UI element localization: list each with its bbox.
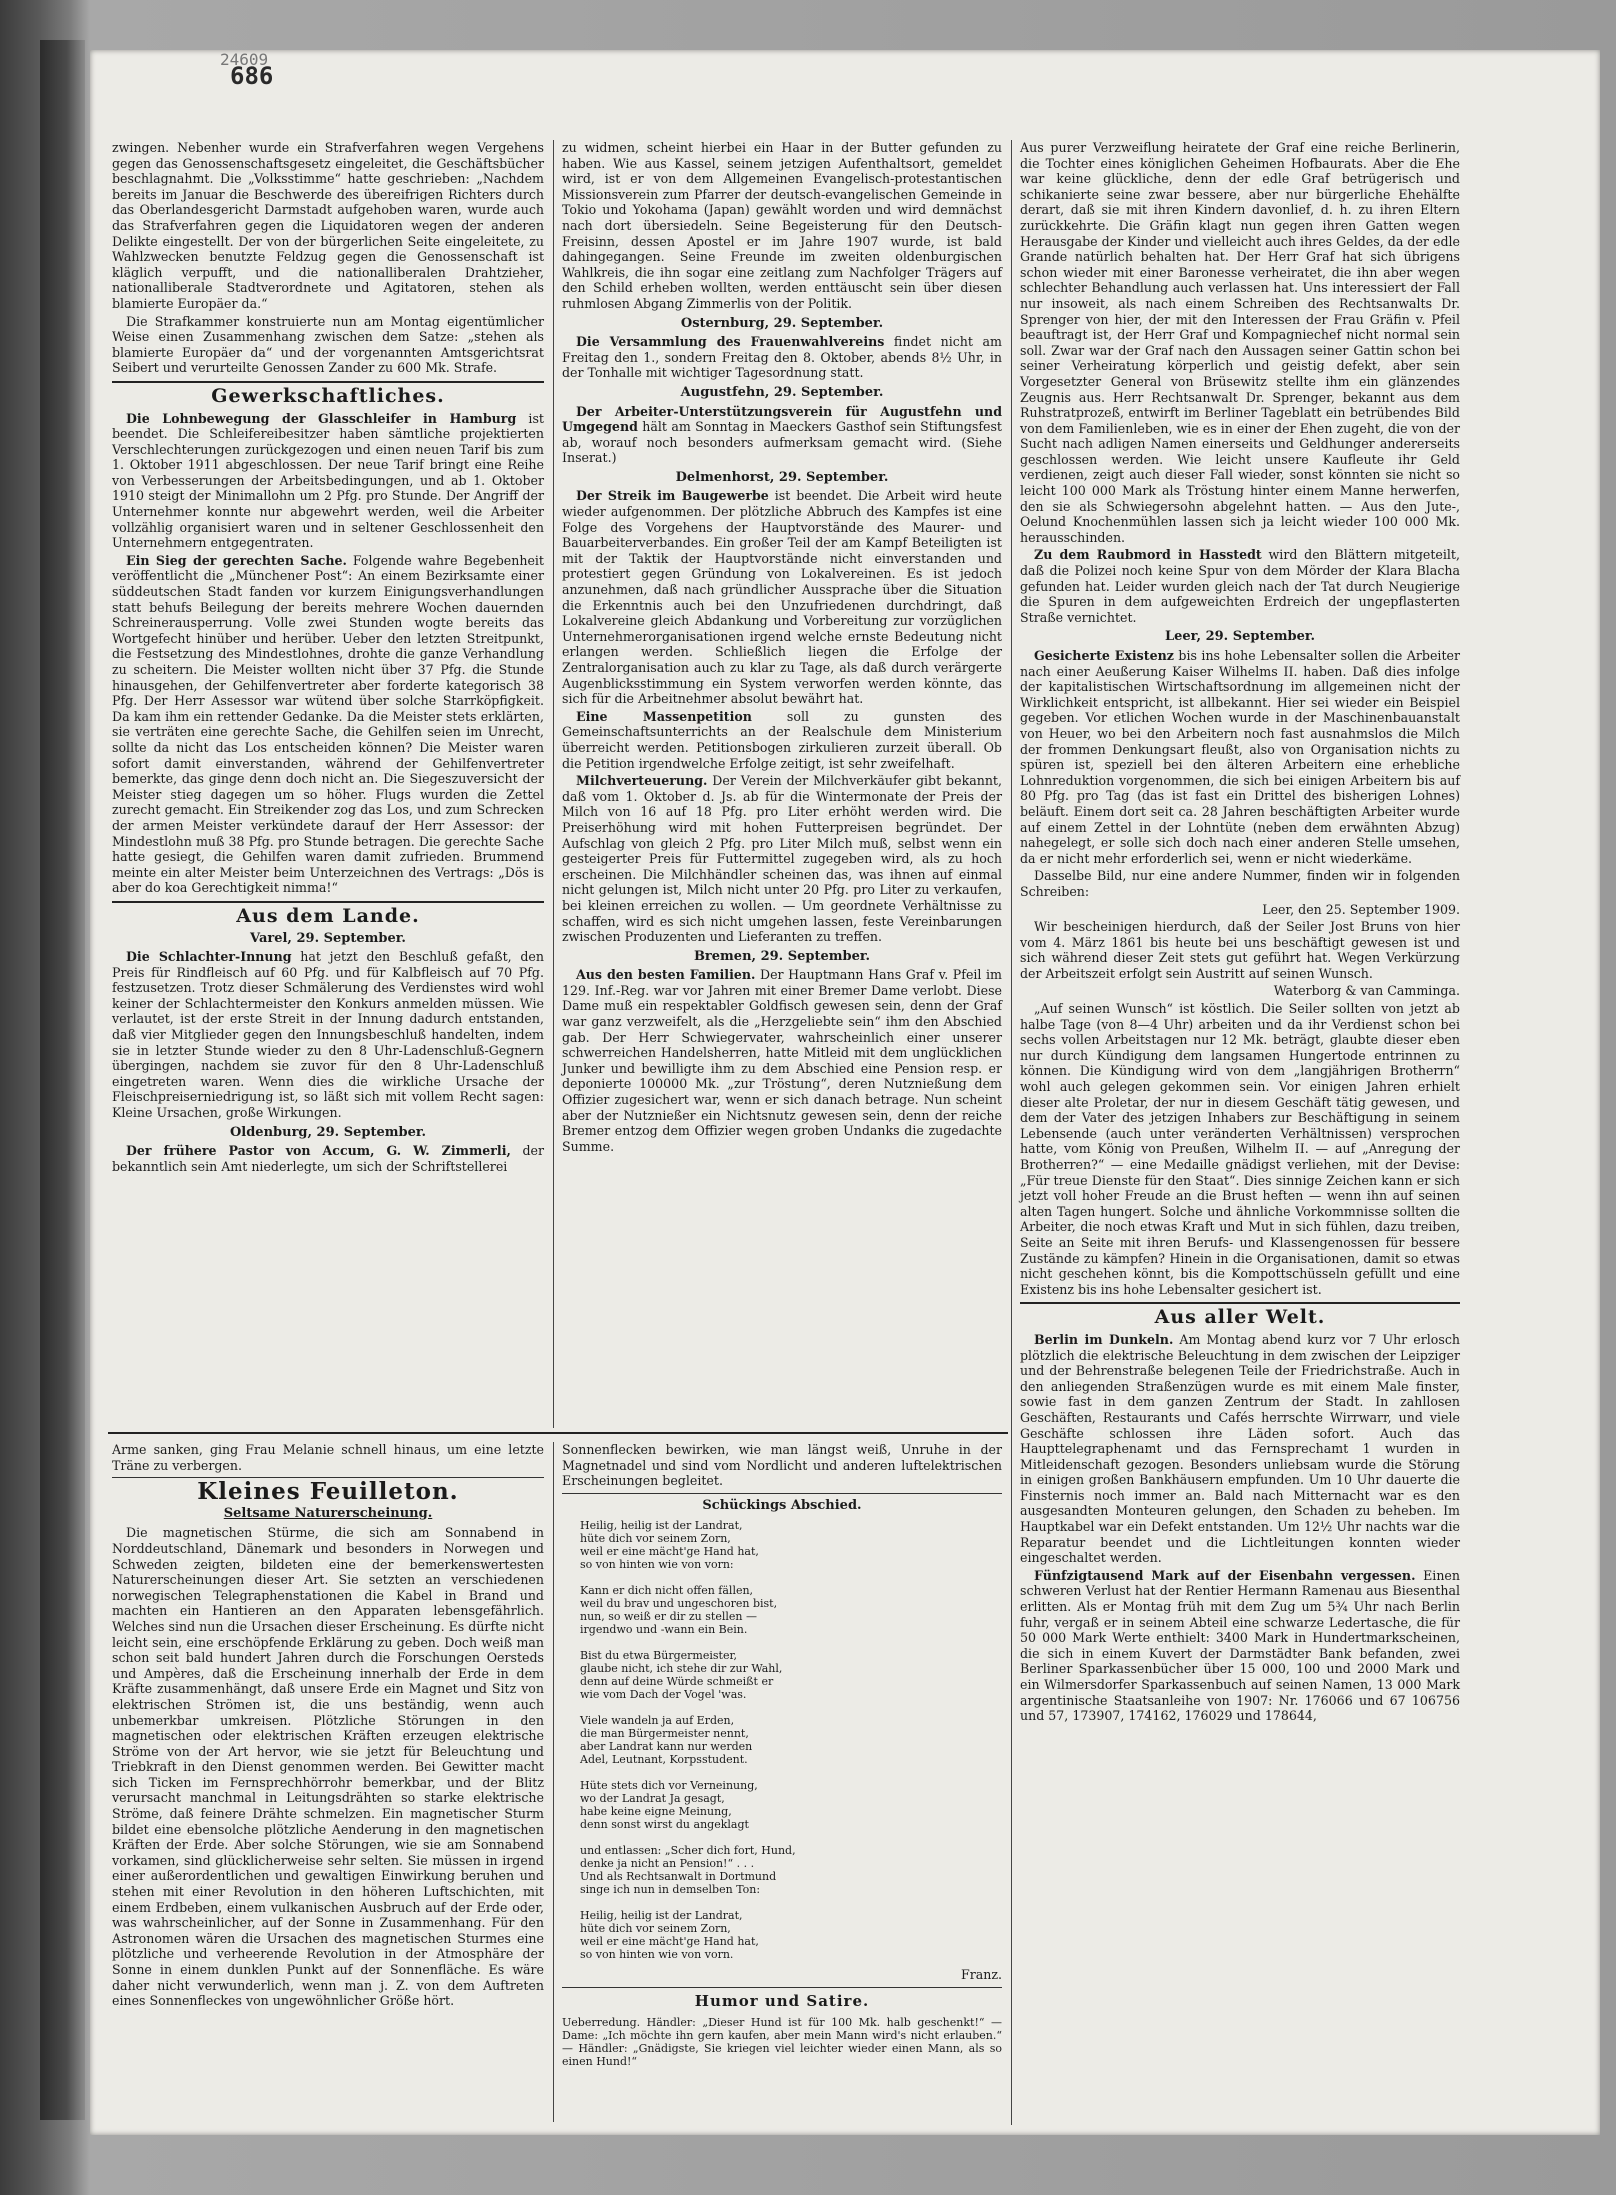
humor-text: Ueberredung. Händler: „Dieser Hund ist für 100 Mk. halb geschenkt!“ — Dame: „Ich möchte ihn gern kaufen, aber mein Mann wird's nicht erlauben.“ — Händler: „Gnädigste, Sie kriegen viel leichter wieder einen Mann, als so einen Hund!“ [562, 2015, 1002, 2068]
poem-title: Schückings Abschied. [702, 1497, 862, 1513]
humor-heading: Humor und Satire. [694, 1991, 870, 2010]
article-text: zwingen. Nebenher wurde ein Strafverfahren wegen Vergehens gegen das Genossenschaftsgesetz eingeleitet, die Geschäftsbücher beschlagnahmt. Die „Volksstimme“ hatte geschrieben: „Nachdem bereits im Januar die Beschwerde des übereifrigen Richters durch das Oberlandesgericht Darmstadt aufgehoben waren, wurde auch das Strafverfahren gegen die Liquidatoren wegen der anderen Delikte eingestellt. Der von der bürgerlichen Seite eingeleitete, zu Wahlzwecken benutzte Feldzug gegen die Genossenschaft ist kläglich verpufft, und die nationalliberalen Drahtzieher, nationalliberale Stadtverordnete und Agitatoren, stehen als blamierte Europäer da.“ [112, 140, 544, 311]
article-text: Aus den besten Familien. Der Hauptmann Hans Graf v. Pfeil im 129. Inf.-Reg. war vor Jahren mit einer Bremer Dame verlobt. Diese Dame muß ein respektabler Goldfisch gewesen sein, denn der Graf war ganz verzweifelt, als die „Herzgeliebte sein“ ihm den Abschied gab. Der Herr Schwiegervater, wahrscheinlich einer unserer schwerreichen Handelsherren, hatte Mitleid mit dem unglücklichen Junker und bewilligte ihm zu dem Abschied eine Pension resp. er deponierte 100000 Mk. „zur Tröstung“, deren Nutznießung dem Offizier zugesichert war, wenn er sich danach betrage. Nun scheint aber der Nutznießer ein Nichtsnutz gewesen sein, denn der reiche Bremer entzog dem Offizier wegen groben Undanks die zugedachte Summe. [562, 967, 1002, 1154]
article-text: zu widmen, scheint hierbei ein Haar in der Butter gefunden zu haben. Wie aus Kassel, seinem jetzigen Aufenthaltsort, gemeldet wird, ist er von dem Allgemeinen Evangelisch-protestantischen Missionsverein zum Pfarrer der deutsch-evangelischen Gemeinde in Tokio und Yokohama (Japan) gewählt worden und wird demnächst nach dort übersiedeln. Seine Begeisterung für den Deutsch-Freisinn, dessen Apostel er im Jahre 1907 wurde, ist bald dahingegangen. Seine Freunde im zweiten oldenburgischen Wahlkreis, die ihn sogar eine zeitlang zum Nachfolger Trägers auf den Schild erheben wollten, werden enttäuscht sein über diesen ruhmlosen Abgang Zimmerlis von der Politik. [562, 140, 1002, 311]
column-3 [1020, 140, 1460, 1726]
article-text: Milchverteuerung. Der Verein der Milchverkäufer gibt bekannt, daß vom 1. Oktober d. Js. ab für die Wintermonate der Preis der Milch von 16 auf 18 Pfg. pro Liter erhöht werden wird. Die Preiserhöhung wird mit hohen Futterpreisen begründet. Der Aufschlag von gleich 2 Pfg. pro Liter Milch muß, selbst wenn ein gesteigerter Preis für Futtermittel zugegeben wird, als zu hoch erscheinen. Die Milchhändler scheinen das, was ihnen auf einmal nicht gelungen ist, Milch nicht unter 20 Pfg. pro Liter zu verkaufen, bei kleinen erreichen zu wollen. — Um geordnete Verhältnisse zu schaffen, wird es sich nicht umgehen lassen, feste Vereinbarungen zwischen Produzenten und Lieferanten zu treffen. [562, 773, 1002, 945]
poem-text: Heilig, heilig ist der Landrat, hüte dich vor seinem Zorn, weil er eine mächt'ge Hand hat, so von hinten wie von vorn: Kann er dich nicht offen fällen, weil du brav und ungeschoren bist, nun, so weiß er dir zu stellen — irgendwo und -wann ein Bein. Bist du etwa Bürgermeister, glaube nicht, ich stehe dir zur Wahl, denn auf deine Würde schmeißt er wie vom Dach der Vogel 'was. Viele wandeln ja auf Erden, die man Bürgermeister nennt, aber Landrat kann nur werden Adel, Leutnant, Korpsstudent. Hüte stets dich vor Verneinung, wo der Landrat Ja gesagt, habe keine eigne Meinung, denn sonst wirst du angeklagt und entlassen: „Scher dich fort, Hund, denke ja nicht an Pension!“ . . . Und als Rechtsanwalt in Dortmund singe ich nun in demselben Ton: Heilig, heilig ist der Landrat, hüte dich vor seinem Zorn, weil er eine mächt'ge Hand hat, so von hinten wie von vorn. [580, 1519, 796, 1962]
feuilleton-heading: Kleines Feuilleton. [197, 1478, 459, 1506]
old-page-number: 24609 [220, 50, 269, 69]
dateline: Leer, 29. September. [1164, 629, 1316, 645]
letter-signature: Waterborg & van Camminga. [1273, 983, 1460, 999]
article-text: Die Versammlung des Frauenwahlvereins findet nicht am Freitag den 1., sondern Freitag den 8. Oktober, abends 8½ Uhr, in der Tonhalle mit wichtiger Tagesordnung statt. [562, 334, 1002, 381]
letter-date: Leer, den 25. September 1909. [1262, 901, 1460, 917]
dateline: Varel, 29. September. [250, 930, 406, 946]
column-divider [1011, 140, 1012, 2125]
page-number: 686 [230, 62, 274, 90]
section-rule [1020, 1302, 1460, 1304]
letter-body: Wir bescheinigen hierdurch, daß der Seiler Jost Bruns von hier vom 4. März 1861 bis heute bei uns beschäftigt gewesen ist und sich während dieser Zeit stets gut geführt hat. Wegen Verkürzung der Arbeitszeit erfolgt sein Austritt auf seinen Wunsch. [1020, 919, 1460, 981]
book-spine [40, 40, 85, 2120]
section-heading-aus-dem-lande: Aus dem Lande. [236, 904, 420, 927]
article-text: Die Strafkammer konstruierte nun am Montag eigentümlicher Weise einen Zusammenhang zwischen dem Satze: „stehen als blamierte Europäer da“ und der vorgenannten Amtsgerichtsrat Seibert und verurteilte Genossen Zander zu 600 Mk. Strafe. [112, 313, 544, 376]
article-text: Die Schlachter-Innung hat jetzt den Beschluß gefaßt, den Preis für Rindfleisch auf 60 Pfg. und für Kalbfleisch auf 70 Pfg. festzusetzen. Trotz dieser Schmälerung des Verdienstes wird wohl keiner der Schlachtermeister den Konkurs anmelden müssen. Wie verlautet, ist der erste Streit in der Innung dadurch entstanden, daß vier Mitglieder gegen den Innungsbeschluß handelten, indem sie in letzter Stunde wieder zu den 8 Uhr-Ladenschluß-Gegnern übergingen, nachdem sie zuvor für den 8 Uhr-Ladenschluß eingetreten waren. Wenn dies die wirkliche Ursache der Fleischpreiserniedrigung ist, so läßt sich mit vollem Recht sagen: Kleine Ursachen, große Wirkungen. [112, 949, 544, 1121]
feuilleton-continuation: Arme sanken, ging Frau Melanie schnell hinaus, um eine letzte Träne zu verbergen. [112, 1442, 544, 1473]
section-rule [562, 1493, 1002, 1494]
article-text: Der Streik im Baugewerbe ist beendet. Die Arbeit wird heute wieder aufgenommen. Der plötzliche Abbruch des Kampfes ist eine Folge des Vorgehens der Hauptvorstände des Maurer- und Bauarbeiterverbandes. Ein großer Teil der am Kampf Beteiligten ist mit der Taktik der Hauptvorstände nicht einverstanden und protestiert gegen Gründung von Lokalvereinen. Es ist jedoch anzunehmen, daß nach gründlicher Aussprache über die Situation die Erkenntnis auch bei den Unzufriedenen durchdringt, daß Lokalvereine gleich Abdankung und Vorbereitung zur vorzüglichen Unternehmerorganisationen irgend welche ernste Bedeutung nicht erlangen werden. Schließlich liegen die Erfolge der Zentralorganisation auch zu klar zu Tage, als daß durch verärgerte Augenblicksstimmung ein System verworfen werden könnte, das sich für die Arbeitnehmer absolut bewährt hat. [562, 488, 1002, 707]
section-heading-gewerkschaftliches: Gewerkschaftliches. [211, 384, 445, 407]
article-text: Der Arbeiter-Unterstützungsverein für Augustfehn und Umgegend hält am Sonntag in Maeckers Gasthof sein Stiftungsfest ab, worauf noch besonders aufmerksam gemacht wird. (Siehe Inserat.) [562, 403, 1002, 466]
newspaper-page [90, 50, 1600, 2135]
section-rule [112, 381, 544, 383]
article-text: Zu dem Raubmord in Hasstedt wird den Blättern mitgeteilt, daß die Polizei noch keine Spur von dem Mörder der Klara Blacha gefunden hat. Leider wurden gleich nach der Tat durch Neugierige die Spuren in dem aufgeweichten Erdreich der ungepflasterten Straße vernichtet. [1020, 547, 1460, 625]
dateline: Augustfehn, 29. September. [680, 384, 884, 400]
article-text: Dasselbe Bild, nur eine andere Nummer, finden wir in folgenden Schreiben: [1020, 868, 1460, 899]
article-text: Gesicherte Existenz bis ins hohe Lebensalter sollen die Arbeiter nach einer Aeußerung Kaiser Wilhelms II. haben. Daß dies infolge der kapitalistischen Wirtschaftsordnung im allgemeinen nicht der Wirklichkeit entspricht, ist allbekannt. Hier sei wieder ein Beispiel gegeben. Vor etlichen Wochen wurde in der Maschinenbauanstalt von Heuer, wo bei den Arbeitern noch fast ausnahmslos die Milch der frommen Denkungsart fleußt, also von Organisation nichts zu spüren ist, speziell bei den älteren Arbeitern eine erhebliche Lohnreduktion vorgenommen, die sich bei einigen Arbeitern bis auf 80 Pfg. pro Tag (das ist fast ein Drittel des bisherigen Lohnes) beläuft. Einem dort seit ca. 28 Jahren beschäftigten Arbeiter wurde auf einem Zettel in der Lohntüte (neben dem erwähnten Abzug) nahegelegt, er solle sich doch nach einer anderen Stelle umsehen, da er nicht mehr erforderlich sei, wenn er nicht wiederkäme. [1020, 648, 1460, 866]
section-rule [562, 1987, 1002, 1988]
column-2 [562, 140, 1002, 1156]
section-rule [112, 901, 544, 903]
article-text: Der frühere Pastor von Accum, G. W. Zimmerli, der bekanntlich sein Amt niederlegte, um sich der Schriftstellerei [112, 1143, 544, 1174]
feuilleton-subheading: Seltsame Naturerscheinung. [223, 1505, 433, 1521]
column-divider [553, 1442, 554, 2122]
section-heading-aus-aller-welt: Aus aller Welt. [1154, 1306, 1326, 1329]
column-divider [553, 140, 554, 1428]
article-text: Berlin im Dunkeln. Am Montag abend kurz vor 7 Uhr erlosch plötzlich die elektrische Beleuchtung in dem zwischen der Leipziger und der Behrenstraße belegenen Teile der Friedrichstraße. Auch in den anliegenden Straßenzügen wurde es mit einem Male finster, sowie fast in dem ganzen Zentrum der Stadt. In zahllosen Geschäften, Restaurants und Cafés herrschte Wirrwarr, und viele Geschäfte schlossen ihre Läden sofort. Auch das Haupttelegraphenamt und das Fernsprechamt 1 wurden in Mitleidenschaft gezogen. Besonders unliebsam wurde die Störung in einigen großen Bankhäusern empfunden. Um 10 Uhr dauerte die Finsternis noch immer an. Bald nach Mitternacht war es den ausgesandten Monteuren gelungen, den Schaden zu beheben. Im Hauptkabel war ein Defekt entstanden. Um 12½ Uhr nachts war die Reparatur beendet und die Lichtleitungen konnten wieder eingeschaltet werden. [1020, 1331, 1460, 1566]
dateline: Osternburg, 29. September. [680, 315, 884, 331]
article-text: Fünfzigtausend Mark auf der Eisenbahn vergessen. Einen schweren Verlust hat der Rentier Hermann Ramenau aus Biesenthal erlitten. Als er Montag früh mit dem Zug um 5¾ Uhr nach Berlin fuhr, vergaß er in seinem Abteil eine schwarze Ledertasche, die für 50 000 Mark Werte enthielt: 3400 Mark in Hundertmarkscheinen, die sich in einem Kuvert der Darmstädter Bank befanden, zwei Berliner Sparkassenbücher über 15 000, 100 und 2000 Mark und ein Wilmersdorfer Sparkassenbuch auf seinen Namen, 13 000 Mark argentinische Staatsanleihe von 1907: Nr. 176066 und 67 106756 und 57, 173907, 174162, 176029 und 178644, [1020, 1567, 1460, 1724]
dateline: Oldenburg, 29. September. [229, 1124, 427, 1140]
dateline: Delmenhorst, 29. September. [675, 469, 889, 485]
article-text: Aus purer Verzweiflung heiratete der Graf eine reiche Berlinerin, die Tochter eines königlichen Geheimen Hofbaurats. Aber die Ehe war keine glückliche, denn der edle Graf betrügerisch und schikanierte seine zwar bessere, aber nur bürgerliche Ehehälfte derart, daß sie mit ihren Kindern davonlief, d. h. zu ihren Eltern zurückkehrte. Die Gräfin klagt nun gegen ihren Gatten wegen Herausgabe der Kinder und vielleicht auch ihres Geldes, da der edle Grande natürlich behalten hat. Der Herr Graf hat sich übrigens schon wieder mit einer Baronesse verheiratet, die ihn aber wegen schlechter Behandlung auch verlassen hat. Uns interessiert der Fall nur insoweit, als nach einem Schreiben des Rechtsanwalts Dr. Sprenger von hier, der mit den Interessen der Frau Gräfin v. Pfeil beauftragt ist, der Herr Graf und Kompagniechef nicht normal sein soll. Zwar war der Graf nach den Aussagen seiner Gattin schon bei seiner Verheiratung körperlich und geistig defekt, aber sein Vorgesetzter General von Brüsewitz stellte ihm ein glänzendes Zeugnis aus. Herr Rechtsanwalt Dr. Sprenger, bekannt aus dem Ruhstratprozeß, entwirft im Berliner Tageblatt ein betrübendes Bild von dem Familienleben, wie es in einer der Ehen zugeht, die von der Sucht nach adligen Namen einerseits und Geldhunger andererseits geschlossen werden. Wie leicht unsere Kaufleute ihr Geld verdienen, zeigt auch dieser Fall wieder, sonst könnten sie nicht so leicht 100 000 Mark als Tröstung hinter einem Manne herwerfen, den sie als Schwiegersohn abgelehnt hatten. — Aus den Jute-, Oelund Knochenmühlen lassen sich ja leicht wieder 100 000 Mk. herausschinden. [1020, 140, 1460, 545]
article-text: Ein Sieg der gerechten Sache. Folgende wahre Begebenheit veröffentlicht die „Münchener Post“: An einem Bezirksamte einer süddeutschen Stadt fanden vor kurzem Einigungsverhandlungen statt behufs Beilegung der bereits mehrere Wochen dauernden Schreinerausperrung. Volle zwei Stunden wogte bereits das Wortgefecht hinüber und herüber. Ueber den letzten Streitpunkt, die Festsetzung des Mindestlohnes, drohte die ganze Verhandlung zu scheitern. Die Meister wollten nicht über 37 Pfg. die Stunde hinausgehen, der Gehilfenvertreter aber forderte kategorisch 38 Pfg. Der Herr Assessor war wütend über solche Starrköpfigkeit. Da kam ihm ein rettender Gedanke. Da die Meister stets erklärten, sie verträten eine gerechte Sache, die Gehilfen seien im Unrecht, sollte da nicht das Los entscheiden können? Die Meister waren sofort damit einverstanden, während der Gehilfenvertreter bemerkte, das ginge denn doch nicht an. Die Siegeszuversicht der Meister stieg dagegen um so höher. Flugs wurden die Zettel zurecht gemacht. Ein Streikender zog das Los, und zum Schrecken der armen Meister verkündete darauf der Herr Assessor: der Mindestlohn muß 38 Pfg. pro Stunde betragen. Die gerechte Sache hatte gesiegt, die Gehilfen waren damit zufrieden. Brummend meinte ein alter Meister beim Unterzeichnen des Vertrags: „Dös is aber do koa Gerechtigkeit nimma!“ [112, 552, 544, 896]
feuilleton-column-2 [562, 1442, 1002, 2070]
feuilleton-column-1 [112, 1442, 544, 2011]
article-text: Eine Massenpetition soll zu gunsten des Gemeinschaftsunterrichts an der Realschule dem Ministerium überreicht werden. Petitionsbogen zirkulieren zurzeit überall. Ob die Petition irgendwelche Erfolge zeitigt, ist sehr zweifelhaft. [562, 708, 1002, 771]
article-text: Die Lohnbewegung der Glasschleifer in Hamburg ist beendet. Die Schleifereibesitzer haben sämtliche projektierten Verschlechterungen zurückgezogen und einen neuen Tarif bis zum 1. Oktober 1911 abgeschlossen. Der neue Tarif bringt eine Reihe von Verbesserungen der Arbeitsbedingungen, und ab 1. Oktober 1910 steigt der Minimallohn um 2 Pfg. pro Stunde. Der Angriff der Unternehmer konnte nur abgewehrt werden, weil die Arbeiter vollzählig organisiert waren und in seltener Geschlossenheit den Unternehmern entgegentraten. [112, 410, 544, 551]
article-text: Die magnetischen Stürme, die sich am Sonnabend in Norddeutschland, Dänemark und besonders in Norwegen und Schweden zeigten, bildeten eine der bemerkenswertesten Naturerscheinungen dieser Art. Sie setzten an verschiedenen norwegischen Telegraphenstationen die Kabel in Brand und machten ein Hantieren an den Apparaten lebensgefährlich. Welches sind nun die Ursachen dieser Erscheinung. Es dürfte nicht leicht sein, eine erschöpfende Erklärung zu geben. Doch weiß man schon seit bald hundert Jahren durch die Forschungen Oersteds und Ampères, daß die Erscheinung innerhalb der Erde in dem Kräfte zusammenhängt, daß unsere Erde ein Magnet und Sitz von elektrischen Strömen ist, die uns beständig, wenn auch unbemerkbar umkreisen. Plötzliche Störungen in den magnetischen oder elektrischen Kräften erzeugen elektrische Ströme von der Art hervor, wie sie jetzt für Beleuchtung und Triebkraft in den Dienst genommen werden. Bei Gewitter macht sich Ticken im Fernsprechhörrohr bemerkbar, und der Blitz verursacht manchmal in Leitungsdrähten so starke elektrische Ströme, daß feinere Drähte schmelzen. Ein magnetischer Sturm bildet eine ebensolche plötzliche Aenderung in den magnetischen Kräften der Erde. Aber solche Störungen, wie sie am Sonnabend vorkamen, sind glücklicherweise sehr selten. Sie müssen in irgend einer außerordentlichen und gewaltigen Einwirkung beruhen und stehen mit einer Revolution in den höheren Luftschichten, mit einem Erdbeben, einem vulkanischen Ausbruch auf der Erde oder, was wahrscheinlicher, auf der Sonne in Zusammenhang. Für den Astronomen wären die Ursachen des magnetischen Sturmes eine plötzliche und verheerende Revolution in der Atmosphäre der Sonne in einem dunklen Punkt auf der Sonnenfläche. Es wäre daher nicht verwunderlich, wenn man j. Z. von dem Auftreten eines Sonnenfleckes von ungewöhnlicher Größe hört. [112, 1525, 544, 2009]
dateline: Bremen, 29. September. [693, 948, 871, 964]
feuilleton-rule [108, 1432, 1008, 1434]
article-text: Sonnenflecken bewirken, wie man längst weiß, Unruhe in der Magnetnadel und sind vom Nordlicht und anderen luftelektrischen Erscheinungen begleitet. [562, 1442, 1002, 1489]
poem-signature: Franz. [960, 1967, 1002, 1983]
article-text: „Auf seinen Wunsch“ ist köstlich. Die Seiler sollten von jetzt ab halbe Tage (von 8—4 Uhr) arbeiten und da ihr Verdienst schon bei sechs vollen Arbeitstagen nur 12 Mk. beträgt, glaubte dieser eben nur durch Kündigung dem langsamen Hungertode entrinnen zu können. Die Kündigung wird von dem „langjährigen Brotherrn“ wohl auch gelegen gekommen sein. Vor einigen Jahren erhielt dieser alte Proletar, der nur in diesem Geschäft tätig gewesen, und dem der Vater des jetzigen Inhabers zur Beschäftigung in seinem Lebensende (auch unter veränderten Verhältnissen) versprochen hatte, vom König von Preußen, Wilhelm II. — auf „Anregung der Brotherren?“ — eine Medaille gnädigst verliehen, mit der Devise: „Für treue Dienste für den Staat“. Dies sinnige Zeichen kann er sich jetzt voll hoher Freude an die Brust heften — wenn ihn auf seinen alten Tagen hungert. Solche und ähnliche Vorkommnisse sollten die Arbeiter, die noch etwas Kraft und Mut in sich fühlen, dazu treiben, Seite an Seite mit ihren Berufs- und Klassengenossen für bessere Zustände zu kämpfen? Hinein in die Organisationen, damit so etwas nicht geschehen könnt, bis die Kompottschüsseln gefüllt und eine Existenz bis ins hohe Lebensalter gesichert ist. [1020, 1001, 1460, 1297]
column-1 [112, 140, 544, 1176]
